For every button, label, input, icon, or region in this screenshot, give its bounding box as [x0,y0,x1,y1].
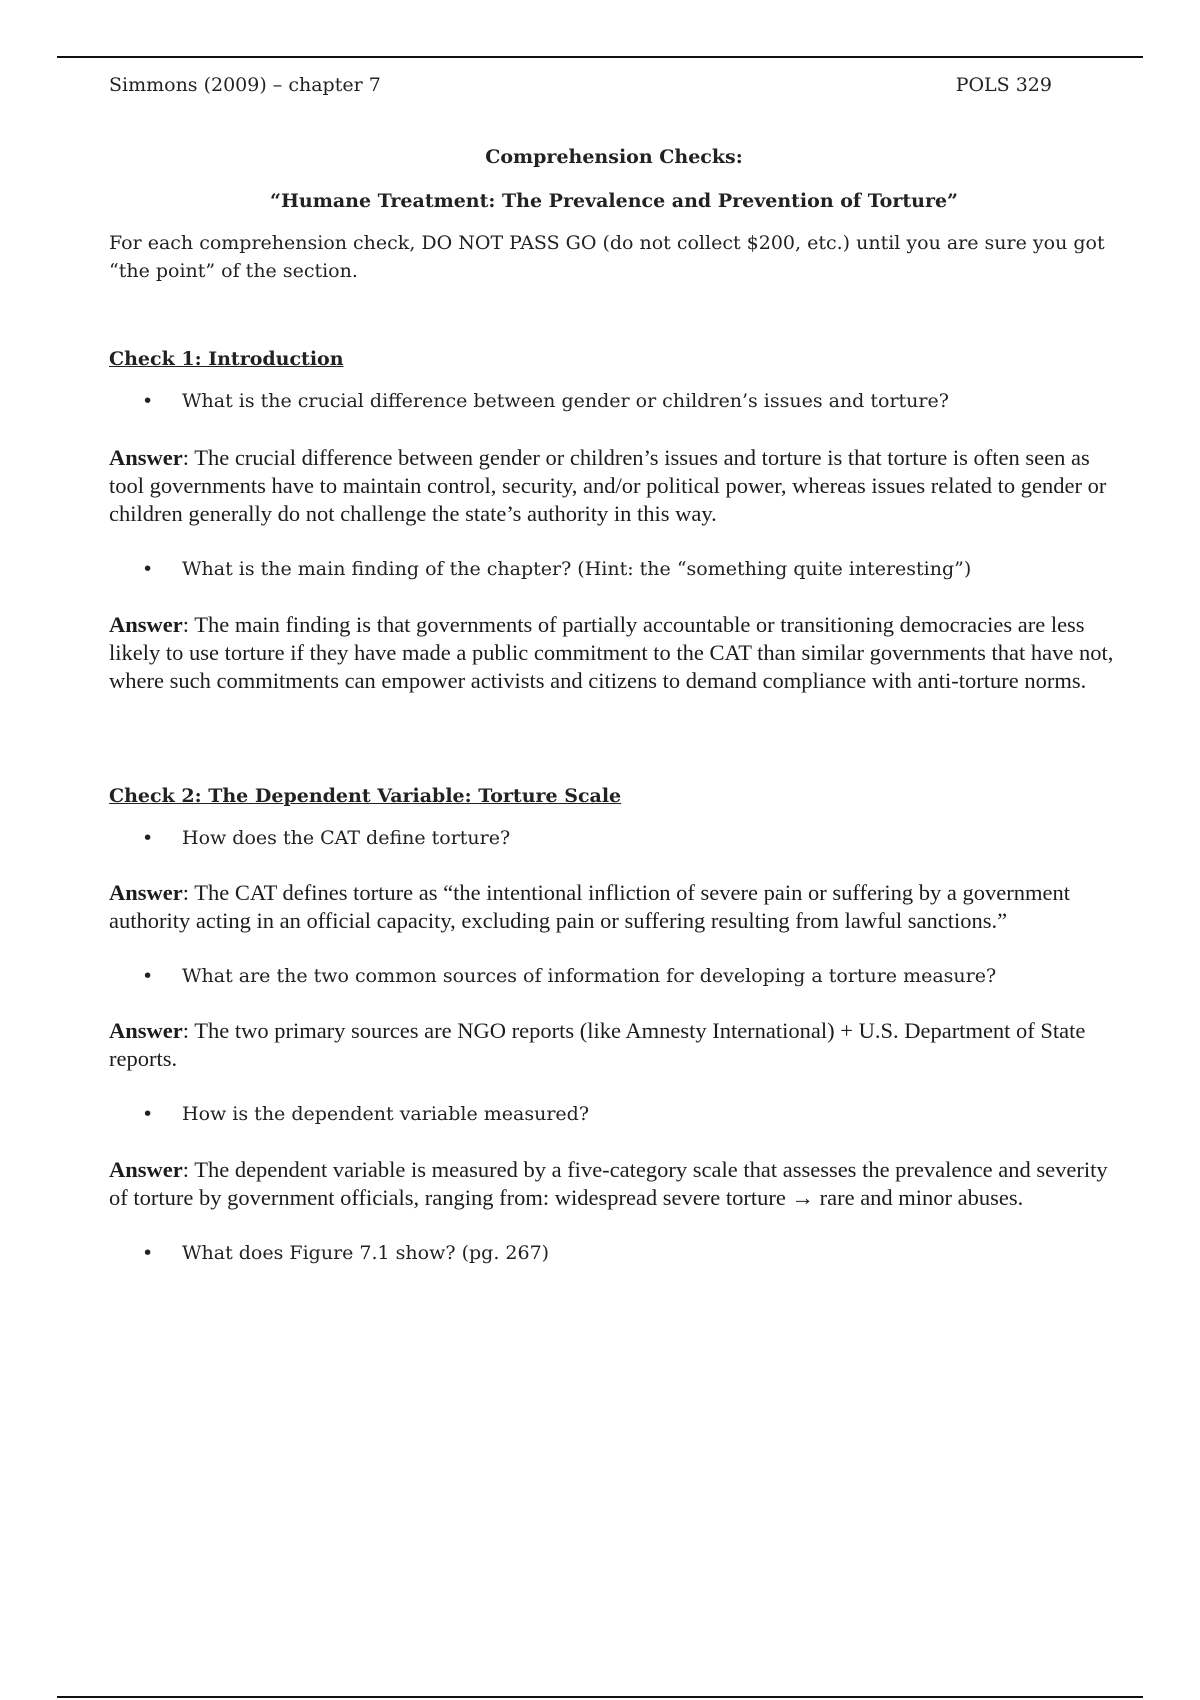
question-text: What are the two common sources of information for developing a torture measure? [182,965,997,987]
top-rule [57,56,1143,58]
question-text: What is the crucial difference between gender or children’s issues and torture? [182,390,949,412]
question-text: How does the CAT define torture? [182,827,511,849]
bullet-icon: • [142,390,154,412]
instructions-paragraph: For each comprehension check, DO NOT PASS GO (do not collect $200, etc.) until you are sure you got “the point” of the section. [109,232,1105,282]
check-2-answer-2 [109,1017,1119,1073]
bullet-icon: • [142,965,154,987]
bullet-icon: • [142,827,154,849]
answer-label: Answer [109,880,183,905]
check-2-question-1 [109,824,1119,852]
answer-text: : The main finding is that governments of partially accountable or transitioning democracies are less likely to use torture if they have made a public commitment to the CAT than similar governments that have not, where such commitments can empower activists and citizens to demand compliance with anti-torture norms. [109,612,1114,693]
answer-label: Answer [109,612,183,637]
check-1-question-1 [109,387,1119,415]
check-1-question-2 [109,555,1119,583]
answer-text: : The crucial difference between gender or children’s issues and torture is that torture is often seen as tool governments have to maintain control, security, and/or political power, whereas issues related to gender or children generally do not challenge the state’s authority in this way. [109,445,1107,526]
check-2-question-2 [109,962,1119,990]
document-title: Comprehension Checks: [485,146,743,168]
answer-label: Answer [109,1157,183,1182]
document-page [109,64,1119,1267]
question-text: What is the main finding of the chapter? (Hint: the “something quite interesting”) [182,558,972,580]
answer-text: : The CAT defines torture as “the intentional infliction of severe pain or suffering by a government authority acting in an official capacity, excluding pain or suffering resulting from lawful sanctions.” [109,880,1071,933]
question-text: How is the dependent variable measured? [182,1103,590,1125]
check-2-answer-1 [109,879,1119,935]
bottom-rule [57,1696,1143,1698]
check-2-heading: Check 2: The Dependent Variable: Torture Scale [109,785,622,807]
question-text: What does Figure 7.1 show? (pg. 267) [182,1242,550,1264]
header-course-reading: Simmons (2009) – chapter 7 [109,74,381,96]
answer-label: Answer [109,445,183,470]
header-course-code: POLS 329 [955,74,1052,96]
check-1-heading: Check 1: Introduction [109,348,344,370]
bullet-icon: • [142,558,154,580]
check-1-answer-1 [109,444,1119,528]
check-2-question-3 [109,1100,1119,1128]
document-subtitle: “Humane Treatment: The Prevalence and Prevention of Torture” [270,190,958,212]
bullet-icon: • [142,1242,154,1264]
bullet-icon: • [142,1103,154,1125]
check-2-answer-3 [109,1156,1119,1212]
running-header [109,71,1119,99]
check-1-answer-2 [109,611,1119,695]
answer-text: : The two primary sources are NGO reports (like Amnesty International) + U.S. Department of State reports. [109,1018,1086,1071]
answer-text: : The dependent variable is measured by a five-category scale that assesses the prevalence and severity of torture by government officials, ranging from: widespread severe torture → rare and minor abuses. [109,1157,1108,1210]
answer-label: Answer [109,1018,183,1043]
check-2-question-4 [109,1239,1119,1267]
